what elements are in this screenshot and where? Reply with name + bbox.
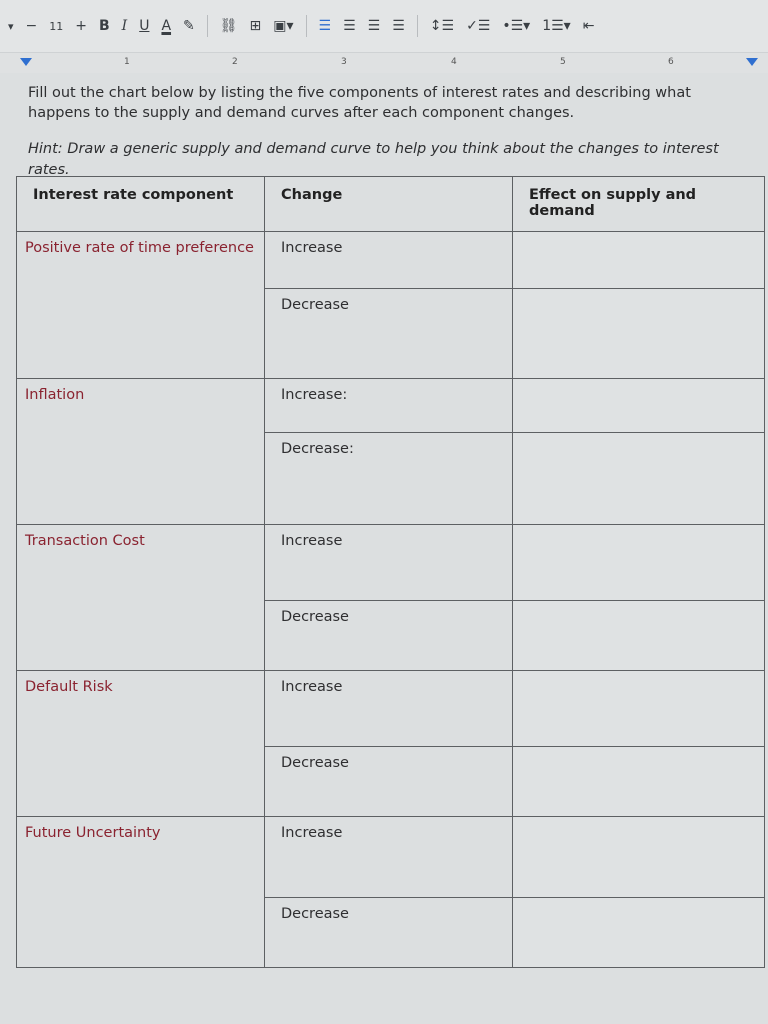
table-header-row	[17, 177, 765, 232]
change-cell[interactable]: Increase	[265, 817, 513, 898]
align-left-icon[interactable]: ☰	[318, 18, 332, 34]
effect-cell[interactable]	[513, 817, 765, 898]
indent-marker-icon[interactable]	[20, 58, 32, 66]
effect-cell[interactable]	[513, 433, 765, 525]
table-row	[17, 817, 765, 898]
table-row	[17, 379, 765, 433]
component-cell[interactable]: Future Uncertainty	[17, 817, 265, 968]
ruler-mark: 5	[560, 57, 566, 67]
text-color-button[interactable]: A	[161, 18, 172, 34]
change-cell[interactable]: Decrease	[265, 289, 513, 379]
component-cell[interactable]: Inflation	[17, 379, 265, 525]
formatting-toolbar	[0, 0, 768, 52]
divider	[417, 15, 418, 37]
table-row	[17, 525, 765, 601]
highlight-icon[interactable]: ✎	[183, 18, 195, 34]
effect-cell[interactable]	[513, 289, 765, 379]
change-cell[interactable]: Decrease:	[265, 433, 513, 525]
effect-cell[interactable]	[513, 898, 765, 968]
change-cell[interactable]: Decrease	[265, 747, 513, 817]
indent-icon[interactable]: ⇤	[582, 18, 595, 34]
italic-button[interactable]: I	[121, 18, 128, 34]
table-row	[17, 671, 765, 747]
ruler[interactable]	[0, 52, 768, 74]
ruler-mark: 4	[451, 57, 457, 67]
align-right-icon[interactable]: ☰	[367, 18, 381, 34]
effect-cell[interactable]	[513, 379, 765, 433]
ruler-mark: 1	[124, 57, 130, 67]
ruler-mark: 2	[232, 57, 238, 67]
checklist-icon[interactable]: ✓☰	[466, 18, 491, 34]
right-margin-marker-icon[interactable]	[746, 58, 758, 66]
divider	[207, 15, 208, 37]
effect-cell[interactable]	[513, 747, 765, 817]
image-icon[interactable]: ▣▾	[273, 18, 294, 34]
link-icon[interactable]: ⛓	[219, 18, 238, 34]
decrease-font-size-button[interactable]: −	[25, 18, 38, 34]
interest-rate-table	[16, 176, 765, 968]
instructions-text: Fill out the chart below by listing the five components of interest rates and describing what happens to the supply and demand curves after each component changes.	[28, 85, 691, 121]
effect-cell[interactable]	[513, 232, 765, 289]
change-cell[interactable]: Decrease	[265, 601, 513, 671]
font-size-field[interactable]: 11	[49, 19, 64, 33]
component-cell[interactable]: Default Risk	[17, 671, 265, 817]
document-page[interactable]	[0, 73, 768, 1024]
component-cell[interactable]: Positive rate of time preference	[17, 232, 265, 379]
change-cell[interactable]: Increase	[265, 671, 513, 747]
header-effect: Effect on supply and demand	[513, 177, 765, 232]
effect-cell[interactable]	[513, 525, 765, 601]
change-cell[interactable]: Increase:	[265, 379, 513, 433]
ruler-mark: 6	[668, 57, 674, 67]
change-cell[interactable]: Increase	[265, 232, 513, 289]
align-justify-icon[interactable]: ☰	[392, 18, 405, 34]
chevron-down-icon[interactable]: ▾	[8, 19, 14, 33]
line-spacing-icon[interactable]: ↕☰	[429, 18, 455, 34]
component-cell[interactable]: Transaction Cost	[17, 525, 265, 671]
comment-icon[interactable]: ⊞	[249, 18, 262, 34]
bold-button[interactable]: B	[99, 18, 110, 34]
header-component: Interest rate component	[17, 177, 265, 232]
effect-cell[interactable]	[513, 671, 765, 747]
align-center-icon[interactable]: ☰	[343, 18, 356, 34]
numbered-list-icon[interactable]: 1☰▾	[542, 18, 571, 34]
increase-font-size-button[interactable]: +	[75, 18, 87, 34]
table-row	[17, 232, 765, 289]
header-change: Change	[265, 177, 513, 232]
change-cell[interactable]: Increase	[265, 525, 513, 601]
hint-text: Hint: Draw a generic supply and demand curve to help you think about the changes to interest rates.	[28, 141, 719, 178]
ruler-mark: 3	[341, 57, 347, 67]
bulleted-list-icon[interactable]: •☰▾	[502, 18, 531, 34]
underline-button[interactable]: U	[139, 18, 150, 34]
effect-cell[interactable]	[513, 601, 765, 671]
divider	[306, 15, 307, 37]
change-cell[interactable]: Decrease	[265, 898, 513, 968]
